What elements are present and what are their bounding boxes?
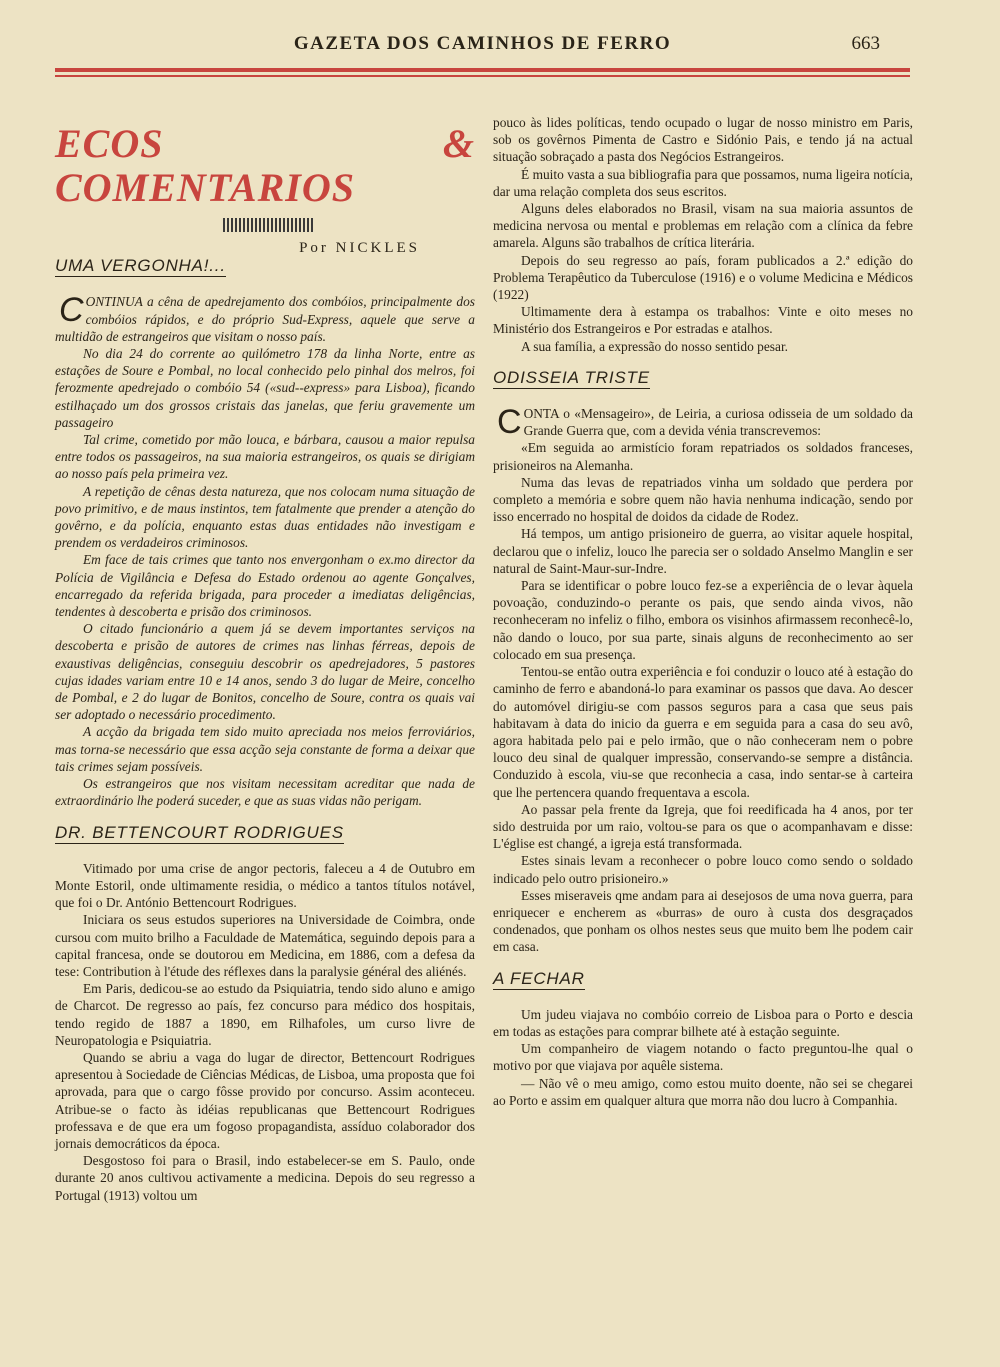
ornament-divider [223, 218, 315, 232]
article-a-fechar [493, 1006, 913, 1109]
paragraph: Esses miseraveis qme andam para ai desejosos de uma nova guerra, para enriquecer e encherem as «burras» de ouro à custa dos desgraçados condenados, que ponham os olhos nestes seus que muito bem lhe podem cair em casa. [493, 887, 913, 955]
paragraph: «Em seguida ao armistício foram repatriados os soldados franceses, prisioneiros na Alemanha. [493, 440, 913, 473]
header-rule-thick [55, 68, 910, 72]
section-title: ECOS & COMENTARIOS [55, 121, 475, 210]
heading-odisseia-triste: ODISSEIA TRISTE [493, 369, 650, 389]
paragraph: Tal crime, cometido por mão louca, e bárbara, causou a maior repulsa entre todos os passageiros, na sua maioria estrangeiros, os quais se dirigiam ao nosso país pela primeira vez. [55, 432, 475, 482]
article-odisseia-triste [493, 405, 913, 956]
publication-title: GAZETA DOS CAMINHOS DE FERRO [293, 33, 672, 54]
paragraph: Alguns deles elaborados no Brasil, visam na sua maioria assuntos de medicina nervosa ou mental e problemas em relação com a clínica da febre amarela. Alguns são trabalhos de crítica literária. [493, 201, 913, 251]
header-rule-thin [55, 75, 910, 77]
byline: Por NICKLES [299, 240, 420, 256]
paragraph: Estes sinais levam a reconhecer o pobre louco como sendo o soldado indicado pelo outro prisioneiro.» [493, 853, 913, 886]
paragraph: pouco às lides políticas, tendo ocupado o lugar de nosso ministro em Paris, sob os govêrnos Pimenta de Castro e Sidónio Pais, e tendo já na actual situação sobraçado a pasta dos Negócios Estrangeiros. [493, 115, 913, 165]
paragraph: CONTA o «Mensageiro», de Leiria, a curiosa odisseia de um soldado da Grande Guerra que, com a devida vénia transcrevemos: [497, 403, 913, 442]
paragraph: A repetição de cênas desta natureza, que nos colocam numa situação de povo primitivo, e de maus instintos, tem fatalmente que prender a atenção do govêrno, e da polícia, enquanto estas duas entidades não investigam e prendem os verdadeiros criminosos. [55, 483, 475, 551]
paragraph: Desgostoso foi para o Brasil, indo estabelecer-se em S. Paulo, onde durante 20 anos cultivou activamente a medicina. Depois do seu regresso a Portugal (1913) voltou um [55, 1153, 475, 1203]
paragraph: Ao passar pela frente da Igreja, que foi reedificada ha 4 anos, por ter sido destruida por um raio, voltou-se para os que o acompanhavam e disse: L'église est changé, a igreja está transformada. [493, 801, 913, 852]
paragraph: Iniciara os seus estudos superiores na Universidade de Coimbra, onde cursou com muito brilho a Faculdade de Matemática, seguindo depois para a capital francesa, onde se doutorou em Medicina, em 1886, com a defesa da tese: Contribution à l'étude des réflexes dans la paralysie général des aliénés. [55, 912, 475, 979]
paragraph: Tentou-se então outra experiência e foi conduzir o louco até à estação do caminho de ferro e abandoná-lo para examinar os passos que dava. Ao descer do automóvel dirigiu-se com passos seguros para a casa que seus pais habitavam à data do inicio da guerra e em seguida para a casa do seu avô, agora habitada pelo pai e pelo irmão, que o não conheceram nem o pobre louco deu sinal de qualquer impressão, conservando-se sempre a distância. Conduzido à escola, viu-se que reconhecia a casa, indo sentar-se à carteira que lhe pertencera quando frequentava a escola. [493, 664, 913, 800]
paragraph: Um judeu viajava no combóio correio de Lisboa para o Porto e descia em todas as estações para comprar bilhete até à estação seguinte. [493, 1006, 913, 1039]
heading-a-fechar: A FECHAR [493, 970, 585, 990]
paragraph: Para se identificar o pobre louco fez-se a experiência de o levar àquela povoação, conduzindo-o perante os pais, que sendo ainda vivos, não reconheceram no infeliz o filho, embora os visinhos afirmassem reconhecê-lo, não dando o louco, por sua parte, sinais alguns de reconhecimento ao ser colocado em sua presença. [493, 578, 913, 662]
paragraph: Ultimamente dera à estampa os trabalhos: Vinte e oito meses no Ministério dos Estrangeiros e Por estradas e atalhos. [493, 304, 913, 337]
left-column [55, 90, 475, 1204]
paragraph: Quando se abriu a vaga do lugar de director, Bettencourt Rodrigues apresentou à Sociedade de Ciências Médicas, de Lisboa, uma proposta que foi aprovada, para que o cargo fôsse provido por concurso. Assim aconteceu. Atribue-se o facto às idéias republicanas que Bettencourt Rodrigues professava e de que era um fogoso propagandista, assíduo colaborador dos jornais democráticos da época. [55, 1049, 475, 1151]
paragraph: Depois do seu regresso ao país, foram publicados a 2.ª edição do Problema Terapêutico da Tuberculose (1916) e o volume Medicina e Médicos (1922) [493, 252, 913, 303]
paragraph: É muito vasta a sua bibliografia para que possamos, numa ligeira notícia, dar uma relação completa dos seus escritos. [493, 166, 913, 199]
paragraph: Numa das levas de repatriados vinha um soldado que perdera por completo a memória e sobre quem não havia nenhuma indicação, sendo por isso encerrado no hospital de doidos da cidade de Rodez. [493, 474, 913, 525]
drop-cap: C [497, 403, 522, 442]
paragraph: O citado funcionário a quem já se devem importantes serviços na descoberta e prisão de autores de crimes nas linhas férreas, depois de exaustivas deligências, conseguiu descobrir os apedrejadores, 5 pastores cujas idades variam entre 10 e 14 anos, sendo 3 do lugar de Meire, concelho de Pombal, e 2 do lugar de Bonitos, concelho de Soure, contra os quais vai ser adoptado o necessário procedimento. [55, 621, 475, 723]
heading-bettencourt: DR. BETTENCOURT RODRIGUES [55, 824, 344, 844]
heading-uma-vergonha: UMA VERGONHA!... [55, 257, 226, 277]
paragraph: — Não vê o meu amigo, como estou muito doente, não sei se chegarei ao Porto e assim em qualquer altura que morra não dou lucro à Companhia. [493, 1075, 913, 1108]
page-header [55, 33, 910, 59]
paragraph: CONTINUA a cêna de apedrejamento dos combóios, principalmente dos combóios rápidos, e do próprio Sud-Express, aquele que serve a multidão de estrangeiros que visitam o nosso país. [55, 291, 475, 344]
page-number: 663 [851, 33, 880, 54]
paragraph: Há tempos, um antigo prisioneiro de guerra, ao visitar aquele hospital, declarou que o infeliz, louco lhe parecia ser o soldado Anselmo Manglin e ser natural de Saint-Maur-sur-Indre. [493, 526, 913, 576]
article-bettencourt [55, 860, 475, 1204]
paragraph: Em Paris, dedicou-se ao estudo da Psiquiatria, tendo sido aluno e amigo de Charcot. De regresso ao país, fez concurso para médico dos hospitais, tendo regido de 1887 a 1890, em Rilhafoles, um curso livre de Neuropatologia e Psiquiatria. [55, 981, 475, 1048]
paragraph: A acção da brigada tem sido muito apreciada nos meios ferroviários, mas torna-se necessário que essa acção seja constante de forma a deixar que tais crimes sejam possíveis. [55, 724, 475, 774]
article-bettencourt-continued [493, 114, 913, 355]
paragraph: A sua família, a expressão do nosso sentido pesar. [521, 338, 789, 354]
paragraph: Vitimado por uma crise de angor pectoris, faleceu a 4 de Outubro em Monte Estoril, onde ultimamente residia, o médico a tantos títulos notável, que foi o Dr. António Bettencourt Rodrigues. [55, 860, 475, 911]
right-column [493, 114, 913, 1109]
paragraph: No dia 24 do corrente ao quilómetro 178 da linha Norte, entre as estações de Soure e Pombal, no local conhecido pelo pinhal dos melros, foi ferozmente apedrejado o combóio 54 («sud--express» para Lisboa), ficando estilhaçado um dos grossos cristais das janelas, que feriu gravemente um passageiro [55, 346, 475, 430]
drop-cap: C [59, 291, 84, 330]
paragraph: Um companheiro de viagem notando o facto preguntou-lhe qual o motivo por que viajava por aquêle sistema. [493, 1041, 913, 1074]
paragraph: Os estrangeiros que nos visitam necessitam acreditar que nada de extraordinário lhe poderá suceder, e que as suas vidas não perigam. [55, 776, 475, 809]
paragraph: Em face de tais crimes que tanto nos envergonham o ex.mo director da Polícia de Vigilância e Defesa do Estado ordenou ao agente Gonçalves, encarregado da referida brigada, para proceder a imediatas deligências, tendentes à descoberta e prisão dos criminosos. [55, 552, 475, 620]
article-uma-vergonha [55, 293, 475, 809]
